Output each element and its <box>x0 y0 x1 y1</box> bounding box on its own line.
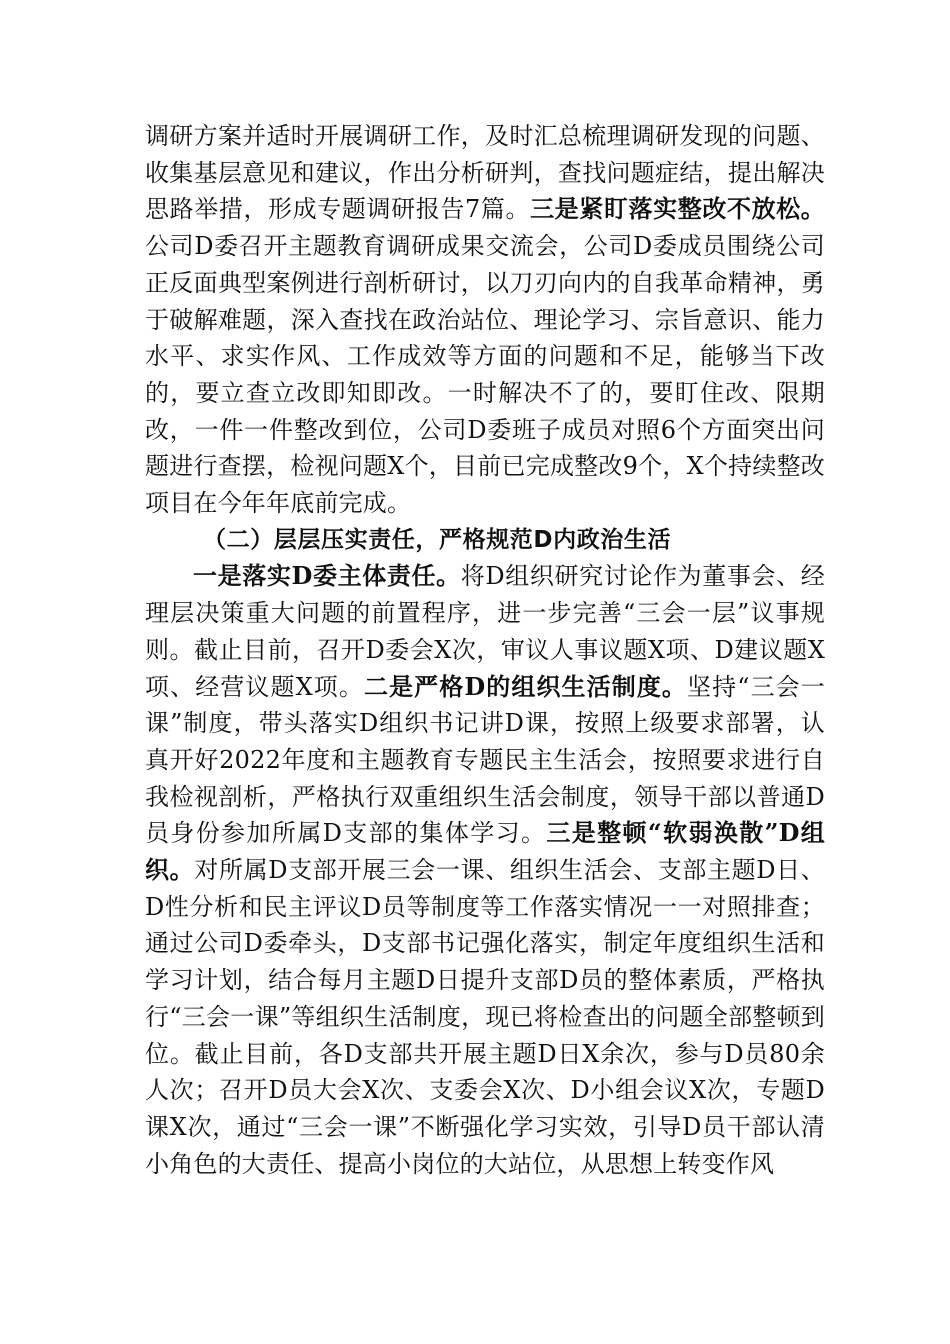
document-body <box>145 118 825 1182</box>
bold-lead-phrase: 三是紧盯落实整改不放松。 <box>530 194 825 224</box>
paragraph-text: 坚持“三会一课”制度，带头落实D组织书记讲D课，按照上级要求部署，认真开好2022年度和主题教育专题民主生活会，按照要求进行自我检视剖析，严格执行双重组织生活会制度，领导干部以普通D员身份参加所属D支部的集体学习。 <box>145 672 825 848</box>
section-heading: （二）层层压实责任，严格规范D内政治生活 <box>203 526 672 553</box>
bold-lead-phrase: 一是落实D委主体责任。 <box>193 561 461 591</box>
paragraph-research-rectification <box>145 118 825 522</box>
paragraph-text: 将D组织研究讨论作为董事会、经理层决策重大问题的前置程序，进一步完善“三会一层”议事规则。截止目前，召开D委会X次，审议人事议题X项、D建议题X项、经营议题X项。 <box>145 562 826 701</box>
paragraph-responsibility <box>145 558 825 1182</box>
paragraph-text: 对所属D支部开展三会一课、组织生活会、支部主题D日、D性分析和民主评议D员等制度等工作落实情况一一对照排查；通过公司D委牵头，D支部书记强化落实，制定年度组织生活和学习计划，结合每月主题D日提升支部D员的整体素质，严格执行“三会一课”等组织生活制度，现已将检查出的问题全部整顿到位。截止目前，各D支部共开展主题D日X余次，参与D员80余人次；召开D员大会X次、支委会X次、D小组会议X次，专题D课X次，通过“三会一课”不断强化学习实效，引导D员干部认清小角色的大责任、提高小岗位的大站位，从思想上转变作风 <box>145 856 826 1178</box>
bold-lead-phrase: 三是整顿“软弱涣散”D组织。 <box>145 818 825 885</box>
paragraph-text: 公司D委召开主题教育调研成果交流会，公司D委成员围绕公司正反面典型案例进行剖析研讨，以刀刃向内的自我革命精神，勇于破解难题，深入查找在政治站位、理论学习、宗旨意识、能力水平、求实作风、工作成效等方面的问题和不足，能够当下改的，要立查立改即知即改。一时解决不了的，要盯住改、限期改，一件一件整改到位，公司D委班子成员对照6个方面突出问题进行查摆，检视问题X个，目前已完成整改9个，X个持续整改项目在今年年底前完成。 <box>145 232 825 518</box>
paragraph-text: 调研方案并适时开展调研工作，及时汇总梳理调研发现的问题、收集基层意见和建议，作出分析研判，查找问题症结，提出解决思路举措，形成专题调研报告7篇。 <box>145 122 825 224</box>
bold-lead-phrase: 二是严格D的组织生活制度。 <box>363 671 688 701</box>
